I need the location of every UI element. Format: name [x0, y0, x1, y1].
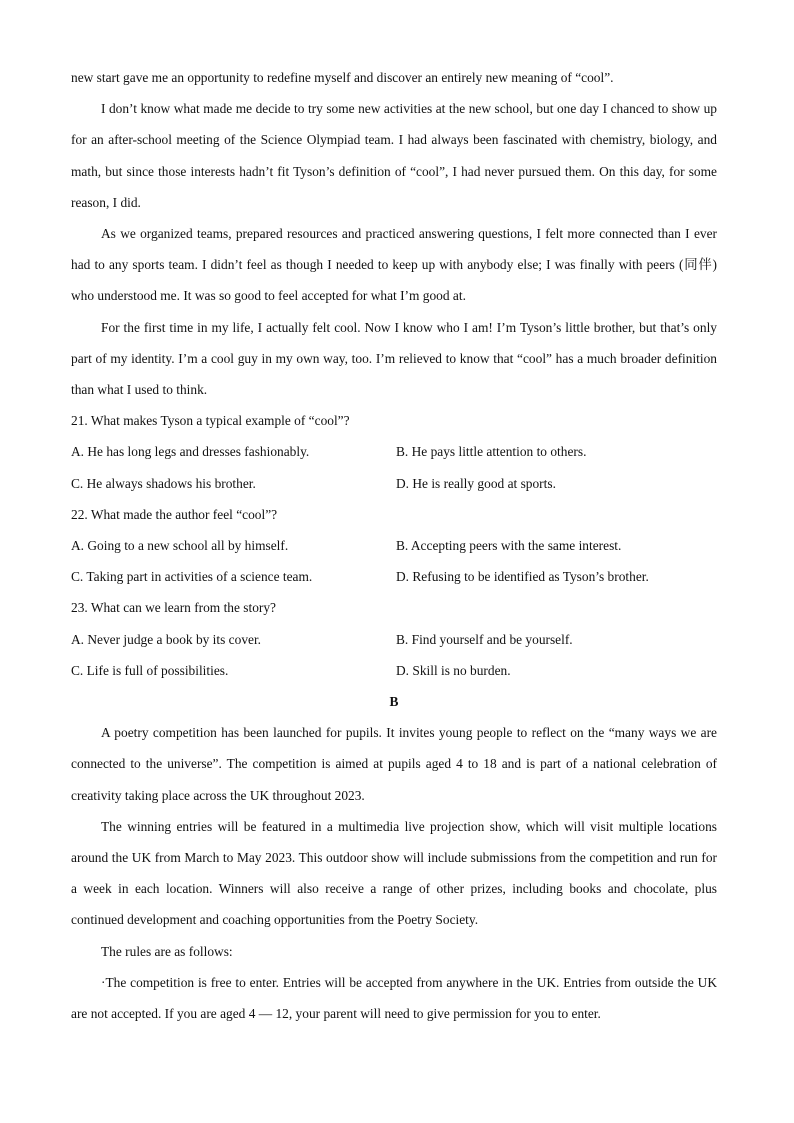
- option-c: C. Life is full of possibilities.: [71, 662, 229, 678]
- passage-b-rule-1: ·The competition is free to enter. Entries will be accepted from anywhere in the UK. Entries from outside the UK are not accepted. If you are aged 4 — 12, your parent will need to give permission for you to enter.: [71, 974, 717, 1022]
- option-b: B. Accepting peers with the same interest.: [396, 538, 622, 554]
- answer-options: [71, 624, 717, 686]
- question-22: [71, 499, 717, 593]
- passage-a-paragraph-3: As we organized teams, prepared resources and practiced answering questions, I felt more connected than I ever had to any sports team. I didn’t feel as though I needed to keep up with anybody else; I was finally with peers (同伴) who understood me. It was so good to feel accepted for what I’m good at.: [71, 226, 717, 304]
- question-23: [71, 592, 717, 686]
- option-a: A. Never judge a book by its cover.: [71, 631, 262, 647]
- question-stem: 22. What made the author feel “cool”?: [71, 506, 278, 522]
- exam-page: [71, 62, 717, 1029]
- passage-b: [71, 686, 717, 1029]
- option-c: C. He always shadows his brother.: [71, 475, 256, 491]
- option-c: C. Taking part in activities of a science team.: [71, 569, 313, 585]
- passage-b-paragraph-1: A poetry competition has been launched for pupils. It invites young people to reflect on the “many ways we are connected to the universe”. The competition is aimed at pupils aged 4 to 18 and is part of a national celebration of creativity taking place across the UK throughout 2023.: [71, 725, 717, 803]
- passage-a-paragraph-4: For the first time in my life, I actually felt cool. Now I know who I am! I’m Tyson’s little brother, but that’s only part of my identity. I’m a cool guy in my own way, too. I’m relieved to know that “cool” has a much broader definition than what I used to think.: [71, 319, 717, 398]
- option-b: B. Find yourself and be yourself.: [396, 631, 573, 647]
- question-stem: 23. What can we learn from the story?: [71, 600, 276, 616]
- option-d: D. Refusing to be identified as Tyson’s brother.: [396, 569, 649, 585]
- section-heading-b: B: [389, 694, 399, 710]
- answer-options: [71, 436, 717, 498]
- option-d: D. Skill is no burden.: [396, 662, 511, 678]
- option-d: D. He is really good at sports.: [396, 475, 556, 491]
- passage-a-paragraph-1: new start gave me an opportunity to redefine myself and discover an entirely new meaning of “cool”.: [71, 70, 614, 85]
- option-a: A. He has long legs and dresses fashionably.: [71, 444, 310, 460]
- passage-a: [71, 62, 717, 405]
- option-a: A. Going to a new school all by himself.: [71, 538, 289, 554]
- question-21: [71, 405, 717, 499]
- question-stem: 21. What makes Tyson a typical example of “cool”?: [71, 413, 350, 429]
- passage-b-paragraph-3: The rules are as follows:: [101, 943, 233, 959]
- option-b: B. He pays little attention to others.: [396, 444, 587, 460]
- answer-options: [71, 530, 717, 592]
- passage-a-paragraph-2: I don’t know what made me decide to try some new activities at the new school, but one day I chanced to show up for an after-school meeting of the Science Olympiad team. I had always been fascinated with chemistry, biology, and math, but since those interests hadn’t fit Tyson’s definition of “cool”, I had never pursued them. On this day, for some reason, I did.: [71, 101, 717, 210]
- passage-b-paragraph-2: The winning entries will be featured in a multimedia live projection show, which will visit multiple locations around the UK from March to May 2023. This outdoor show will include submissions from the competition and run for a week in each location. Winners will also receive a range of other prizes, including books and chocolate, plus continued development and coaching opportunities from the Poetry Society.: [71, 818, 717, 928]
